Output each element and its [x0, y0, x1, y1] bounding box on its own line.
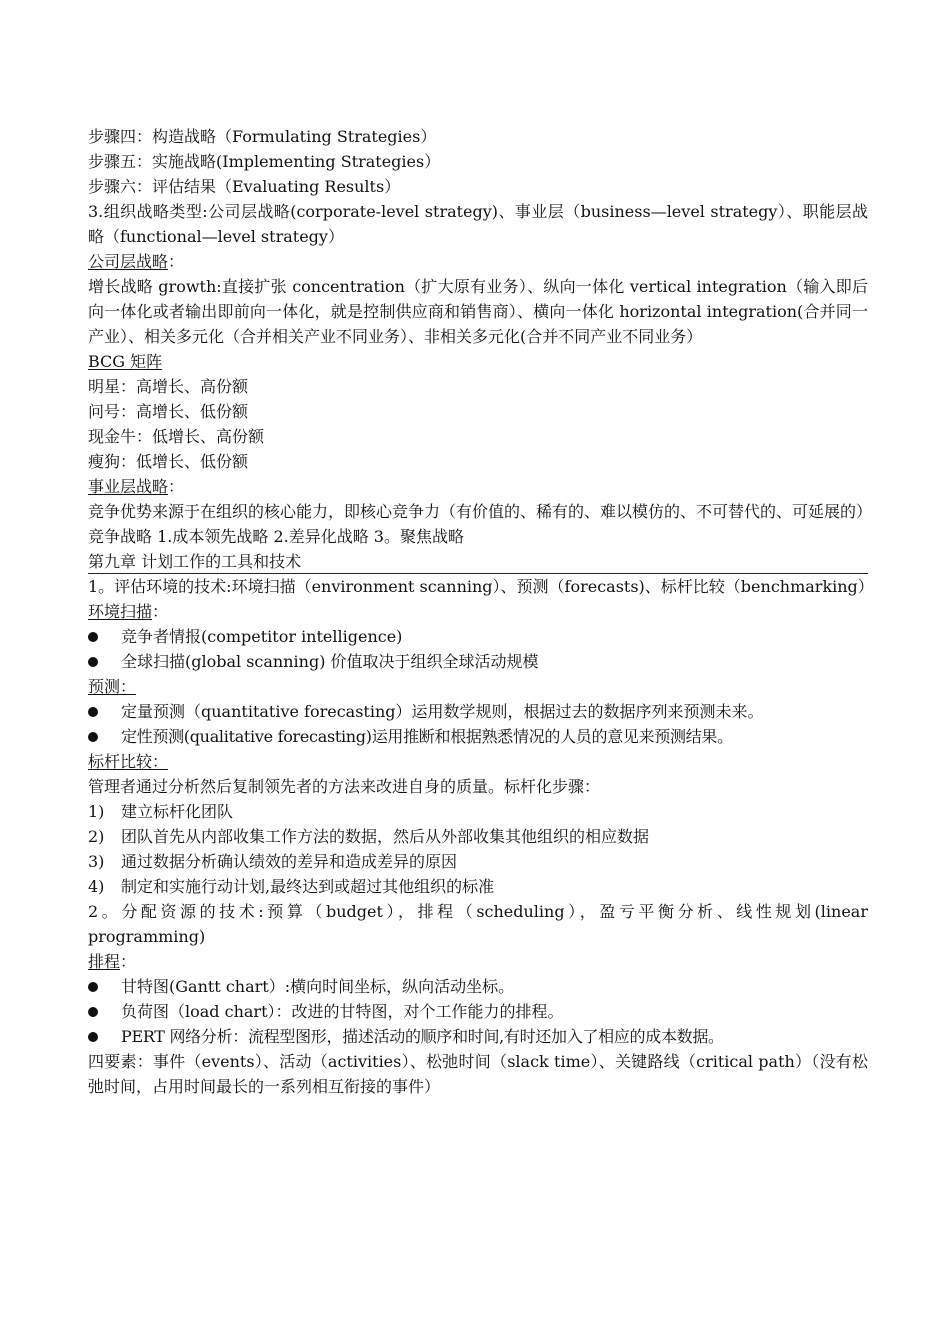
scan-heading-line	[88, 599, 868, 624]
bullet-icon	[88, 724, 98, 749]
list-item-text: 制定和实施行动计划,最终达到或超过其他组织的标准	[121, 877, 495, 896]
scan-heading: 环境扫描	[88, 602, 153, 621]
bcg-heading-line	[88, 349, 868, 374]
bcg-dog: 瘦狗：低增长、低份额	[88, 452, 249, 471]
competitive-strategies: 竞争战略 1.成本领先战略 2.差异化战略 3。聚焦战略	[88, 527, 464, 546]
bullet-icon	[88, 699, 98, 724]
step-number: 4)	[88, 877, 105, 896]
benchmark-heading: 标杆比较：	[88, 752, 169, 771]
business-heading-line	[88, 474, 868, 499]
list-item	[88, 699, 868, 724]
bullet-icon	[88, 649, 98, 674]
benchmark-intro: 管理者通过分析然后复制领先者的方法来改进自身的质量。标杆化步骤：	[88, 777, 601, 796]
corporate-heading-line	[88, 249, 868, 274]
bullet-icon	[88, 1024, 98, 1049]
corporate-heading-colon: ：	[168, 252, 185, 271]
scan-heading-colon: ：	[152, 602, 169, 621]
step-number: 2)	[88, 827, 105, 846]
list-item	[88, 649, 868, 674]
corporate-heading: 公司层战略	[88, 252, 169, 271]
bullet-icon	[88, 624, 98, 649]
growth-strategy: 增长战略 growth:直接扩张 concentration（扩大原有业务）、纵向一体化 vertical integration（输入即后向一体化或者输出即前向一体化，就是控制供应商和销售商）、横向一体化 horizontal integration(合并同一产业）、相关多元化（合并相关产业不同业务）、非相关多元化(合并不同产业不同业务）	[88, 277, 868, 346]
competitive-advantage: 竞争优势来源于在组织的核心能力，即核心竞争力（有价值的、稀有的、难以模仿的、不可替代的、可延展的）	[88, 502, 873, 521]
environment-assessment-techniques: 1。评估环境的技术:环境扫描（environment scanning）、预测（forecasts)、标杆比较（benchmarking）	[88, 577, 874, 596]
list-item-text: 负荷图（load chart）：改进的甘特图，对个工作能力的排程。	[121, 1002, 564, 1021]
step4-line: 步骤四：构造战略（Formulating Strategies）	[88, 127, 437, 146]
list-item-text: 全球扫描(global scanning) 价值取决于组织全球活动规模	[121, 652, 539, 671]
schedule-heading-line	[88, 949, 868, 974]
step-number: 1)	[88, 802, 105, 821]
bullet-icon	[88, 974, 98, 999]
document-page	[88, 124, 874, 1099]
step5-line: 步骤五：实施战略(Implementing Strategies）	[88, 152, 441, 171]
step6-line: 步骤六：评估结果（Evaluating Results）	[88, 177, 401, 196]
list-item	[88, 849, 868, 874]
resource-allocation-techniques: 2。分配资源的技术:预算（budget），排程（scheduling），盈亏平衡分析、线性规划(linear programming)	[88, 902, 868, 946]
org-strategy-types: 3.组织战略类型:公司层战略(corporate-level strategy)、事业层（business—level strategy）、职能层战略（functional—level strategy）	[88, 202, 868, 246]
bcg-heading: BCG 矩阵	[88, 352, 163, 371]
business-heading-colon: ：	[168, 477, 185, 496]
list-item	[88, 974, 868, 999]
list-item-text: PERT 网络分析：流程型图形，描述活动的顺序和时间,有时还加入了相应的成本数据。	[121, 1027, 724, 1046]
schedule-heading-colon: ：	[120, 952, 137, 971]
step-number: 3)	[88, 852, 105, 871]
list-item-text: 团队首先从内部收集工作方法的数据，然后从外部收集其他组织的相应数据	[121, 827, 650, 846]
bcg-star: 明星：高增长、高份额	[88, 377, 249, 396]
list-item	[88, 874, 868, 899]
chapter-9-heading: 第九章 计划工作的工具和技术	[88, 549, 868, 574]
benchmark-heading-line	[88, 749, 868, 774]
list-item-text: 建立标杆化团队	[121, 802, 234, 821]
forecast-heading: 预测：	[88, 677, 137, 696]
list-item	[88, 999, 868, 1024]
forecast-heading-line	[88, 674, 868, 699]
list-item-text: 竞争者情报(competitor intelligence)	[121, 627, 403, 646]
bullet-icon	[88, 999, 98, 1024]
list-item	[88, 624, 868, 649]
list-item-text: 定量预测（quantitative forecasting）运用数学规则，根据过去的数据序列来预测未来。	[121, 702, 764, 721]
schedule-heading: 排程	[88, 952, 121, 971]
bcg-cash-cow: 现金牛：低增长、高份额	[88, 427, 265, 446]
list-item-text: 甘特图(Gantt chart）:横向时间坐标，纵向活动坐标。	[121, 977, 515, 996]
business-heading: 事业层战略	[88, 477, 169, 496]
list-item	[88, 824, 868, 849]
four-elements: 四要素：事件（events）、活动（activities）、松弛时间（slack time）、关键路线（critical path）（没有松弛时间，占用时间最长的一系列相互衔接的事件）	[88, 1052, 868, 1096]
list-item	[88, 799, 868, 824]
list-item-text: 通过数据分析确认绩效的差异和造成差异的原因	[121, 852, 458, 871]
bcg-question: 问号：高增长、低份额	[88, 402, 249, 421]
list-item	[88, 724, 868, 749]
list-item-text: 定性预测(qualitative forecasting)运用推断和根据熟悉情况的人员的意见来预测结果。	[121, 727, 733, 746]
list-item	[88, 1024, 868, 1049]
